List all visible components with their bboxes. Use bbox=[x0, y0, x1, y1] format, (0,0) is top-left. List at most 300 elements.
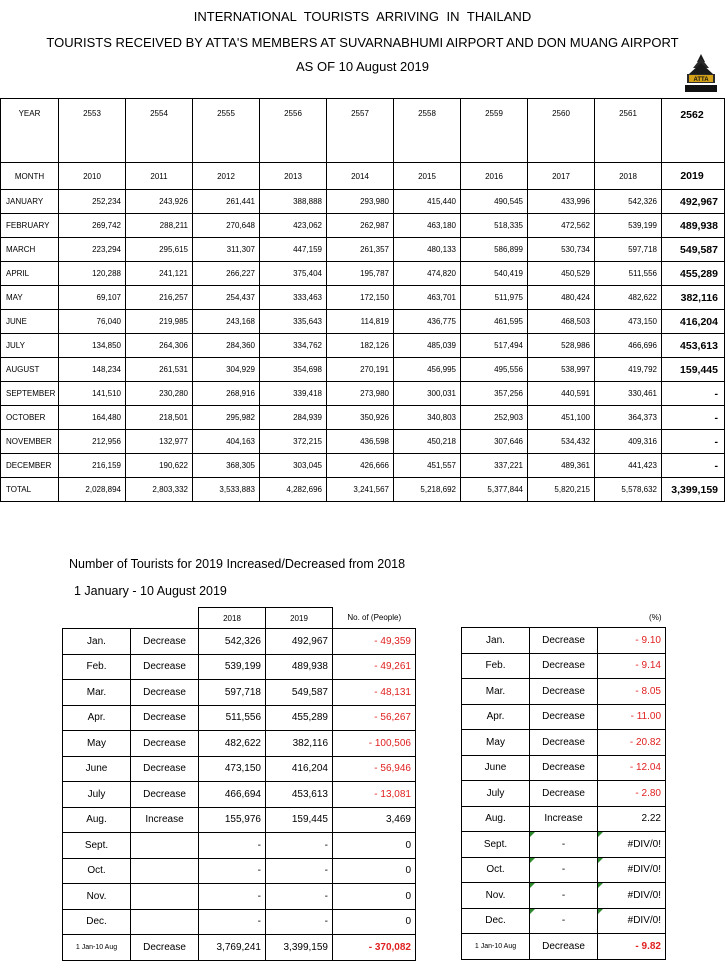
table-row bbox=[462, 832, 666, 858]
arrivals-value: 3,533,883 bbox=[193, 478, 260, 502]
col-people-header: No. of (People) bbox=[347, 613, 402, 623]
arrivals-value: 455,289 bbox=[662, 262, 725, 286]
year-th-cell: 2555 bbox=[193, 99, 260, 163]
arrivals-value: 489,938 bbox=[662, 214, 725, 238]
comparison-heading: Number of Tourists for 2019 Increased/Decreased from 2018 bbox=[69, 557, 406, 571]
change-status: Decrease bbox=[131, 680, 199, 706]
month-name: Feb. bbox=[63, 654, 131, 680]
percent-change: - 12.04 bbox=[598, 755, 666, 781]
arrivals-value: 230,280 bbox=[126, 382, 193, 406]
people-difference: - 13,081 bbox=[333, 782, 416, 808]
table-row bbox=[1, 454, 725, 478]
arrivals-value: 311,307 bbox=[193, 238, 260, 262]
comparison-percent-table bbox=[461, 607, 666, 960]
arrivals-value: 5,218,692 bbox=[394, 478, 461, 502]
arrivals-value: 264,306 bbox=[126, 334, 193, 358]
year-ad-cell: 2010 bbox=[59, 163, 126, 190]
arrivals-value: 492,967 bbox=[662, 190, 725, 214]
table-row bbox=[462, 908, 666, 934]
year-ad-cell: 2014 bbox=[327, 163, 394, 190]
value-2018: 482,622 bbox=[199, 731, 266, 757]
pct-status: Decrease bbox=[530, 730, 598, 756]
month-name: Sept. bbox=[63, 833, 131, 859]
percent-change: - 20.82 bbox=[598, 730, 666, 756]
table-row bbox=[462, 628, 666, 654]
arrivals-value: 269,742 bbox=[59, 214, 126, 238]
month-name: JULY bbox=[1, 334, 59, 358]
percent-change: - 9.10 bbox=[598, 628, 666, 654]
report-title: INTERNATIONAL TOURISTS ARRIVING IN THAILAND bbox=[193, 9, 532, 24]
arrivals-value: 270,191 bbox=[327, 358, 394, 382]
table-row bbox=[63, 680, 416, 706]
month-name: Oct. bbox=[462, 857, 530, 883]
table-row bbox=[1, 190, 725, 214]
arrivals-value: 252,903 bbox=[461, 406, 528, 430]
arrivals-value: 132,977 bbox=[126, 430, 193, 454]
value-2018: 473,150 bbox=[199, 756, 266, 782]
pct-status: Decrease bbox=[530, 755, 598, 781]
total-row bbox=[63, 935, 416, 961]
table-row bbox=[1, 310, 725, 334]
arrivals-value: 597,718 bbox=[595, 238, 662, 262]
value-2019: 159,445 bbox=[266, 807, 333, 833]
blank-cell bbox=[462, 607, 530, 628]
month-name: Nov. bbox=[63, 884, 131, 910]
comparison-period: 1 January - 10 August 2019 bbox=[74, 584, 227, 598]
arrivals-value: 375,404 bbox=[260, 262, 327, 286]
year-th-cell: 2558 bbox=[394, 99, 461, 163]
people-difference: - 48,131 bbox=[333, 680, 416, 706]
arrivals-value: 440,591 bbox=[528, 382, 595, 406]
change-status: Decrease bbox=[131, 782, 199, 808]
arrivals-value: 485,039 bbox=[394, 334, 461, 358]
arrivals-value: 337,221 bbox=[461, 454, 528, 478]
atta-logo-icon bbox=[681, 52, 721, 96]
arrivals-value: 241,121 bbox=[126, 262, 193, 286]
year-ad-cell: 2017 bbox=[528, 163, 595, 190]
month-name: Dec. bbox=[462, 908, 530, 934]
arrivals-value: 382,116 bbox=[662, 286, 725, 310]
value-2018: - bbox=[199, 858, 266, 884]
table-row bbox=[462, 679, 666, 705]
change-status bbox=[131, 858, 199, 884]
percent-change: - 2.80 bbox=[598, 781, 666, 807]
month-name: May bbox=[462, 730, 530, 756]
table-row bbox=[462, 857, 666, 883]
month-name: Jan. bbox=[63, 629, 131, 655]
people-difference: 0 bbox=[333, 884, 416, 910]
arrivals-value: 453,613 bbox=[662, 334, 725, 358]
people-difference: - 49,359 bbox=[333, 629, 416, 655]
arrivals-value: 307,646 bbox=[461, 430, 528, 454]
arrivals-value: 195,787 bbox=[327, 262, 394, 286]
year-ad-cell: 2013 bbox=[260, 163, 327, 190]
arrivals-value: 416,204 bbox=[662, 310, 725, 334]
arrivals-value: 436,775 bbox=[394, 310, 461, 334]
arrivals-value: 295,615 bbox=[126, 238, 193, 262]
table-row bbox=[462, 883, 666, 909]
arrivals-value: 3,241,567 bbox=[327, 478, 394, 502]
col-2018-header: 2018 bbox=[199, 608, 266, 629]
col-2019-header: 2019 bbox=[266, 608, 333, 629]
arrivals-value: 5,820,215 bbox=[528, 478, 595, 502]
arrivals-value: 5,377,844 bbox=[461, 478, 528, 502]
arrivals-value: 441,423 bbox=[595, 454, 662, 478]
total-2018: 3,769,241 bbox=[199, 935, 266, 961]
arrivals-value: 511,975 bbox=[461, 286, 528, 310]
arrivals-value: 354,698 bbox=[260, 358, 327, 382]
year-ad-cell: 2018 bbox=[595, 163, 662, 190]
arrivals-value: 450,218 bbox=[394, 430, 461, 454]
arrivals-value: 388,888 bbox=[260, 190, 327, 214]
arrivals-value: 2,803,332 bbox=[126, 478, 193, 502]
month-name: FEBRUARY bbox=[1, 214, 59, 238]
change-status: Decrease bbox=[131, 654, 199, 680]
arrivals-value: 495,556 bbox=[461, 358, 528, 382]
pct-status: - bbox=[530, 883, 598, 909]
table-row bbox=[462, 704, 666, 730]
table-row bbox=[63, 705, 416, 731]
year-th-cell: 2559 bbox=[461, 99, 528, 163]
arrivals-value: 468,503 bbox=[528, 310, 595, 334]
arrivals-value: 518,335 bbox=[461, 214, 528, 238]
table-row bbox=[63, 756, 416, 782]
comparison-people-table bbox=[62, 607, 416, 961]
total-status: Decrease bbox=[530, 934, 598, 960]
table-row bbox=[1, 286, 725, 310]
arrivals-value: 419,792 bbox=[595, 358, 662, 382]
table-row bbox=[63, 807, 416, 833]
table-row bbox=[1, 382, 725, 406]
arrivals-value: 456,995 bbox=[394, 358, 461, 382]
arrivals-value: 334,762 bbox=[260, 334, 327, 358]
arrivals-value: 490,545 bbox=[461, 190, 528, 214]
arrivals-value: 273,980 bbox=[327, 382, 394, 406]
table-row bbox=[462, 781, 666, 807]
month-name: Mar. bbox=[63, 680, 131, 706]
month-name: Mar. bbox=[462, 679, 530, 705]
arrivals-value: 190,622 bbox=[126, 454, 193, 478]
month-name: Dec. bbox=[63, 909, 131, 935]
arrivals-value: 534,432 bbox=[528, 430, 595, 454]
table-row bbox=[1, 478, 725, 502]
arrivals-value: 586,899 bbox=[461, 238, 528, 262]
total-percent: - 9.82 bbox=[598, 934, 666, 960]
arrivals-value: 148,234 bbox=[59, 358, 126, 382]
header-row-month bbox=[1, 163, 725, 190]
arrivals-value: 447,159 bbox=[260, 238, 327, 262]
total-row bbox=[462, 934, 666, 960]
table-row bbox=[63, 782, 416, 808]
value-2018: - bbox=[199, 833, 266, 859]
change-status bbox=[131, 833, 199, 859]
arrivals-value: 473,150 bbox=[595, 310, 662, 334]
arrivals-value: 182,126 bbox=[327, 334, 394, 358]
blank-cell bbox=[131, 608, 199, 629]
arrivals-value: 216,159 bbox=[59, 454, 126, 478]
month-name: Apr. bbox=[63, 705, 131, 731]
year-ad-cell: 2016 bbox=[461, 163, 528, 190]
arrivals-value: 261,441 bbox=[193, 190, 260, 214]
change-status bbox=[131, 909, 199, 935]
arrivals-value: 463,180 bbox=[394, 214, 461, 238]
value-2018: 539,199 bbox=[199, 654, 266, 680]
arrivals-value: 300,031 bbox=[394, 382, 461, 406]
arrivals-value: 333,463 bbox=[260, 286, 327, 310]
pct-status: Decrease bbox=[530, 653, 598, 679]
month-name: June bbox=[462, 755, 530, 781]
month-name: DECEMBER bbox=[1, 454, 59, 478]
total-label: 1 Jan-10 Aug bbox=[63, 935, 131, 961]
blank-cell bbox=[530, 607, 598, 628]
arrivals-value: 482,622 bbox=[595, 286, 662, 310]
year-ad-cell: 2011 bbox=[126, 163, 193, 190]
value-2018: 155,976 bbox=[199, 807, 266, 833]
arrivals-value: 538,997 bbox=[528, 358, 595, 382]
arrivals-value: 216,257 bbox=[126, 286, 193, 310]
arrivals-value: 223,294 bbox=[59, 238, 126, 262]
table-row bbox=[1, 238, 725, 262]
arrivals-value: 423,062 bbox=[260, 214, 327, 238]
arrivals-value: - bbox=[662, 430, 725, 454]
arrivals-value: 480,133 bbox=[394, 238, 461, 262]
people-difference: - 56,267 bbox=[333, 705, 416, 731]
arrivals-value: 426,666 bbox=[327, 454, 394, 478]
month-name: JUNE bbox=[1, 310, 59, 334]
table-row bbox=[63, 654, 416, 680]
arrivals-value: 472,562 bbox=[528, 214, 595, 238]
arrivals-value: 368,305 bbox=[193, 454, 260, 478]
arrivals-value: 542,326 bbox=[595, 190, 662, 214]
value-2019: - bbox=[266, 884, 333, 910]
arrivals-value: 3,399,159 bbox=[662, 478, 725, 502]
month-name: Sept. bbox=[462, 832, 530, 858]
arrivals-value: 120,288 bbox=[59, 262, 126, 286]
month-name: Jan. bbox=[462, 628, 530, 654]
arrivals-value: 212,956 bbox=[59, 430, 126, 454]
value-2018: 466,694 bbox=[199, 782, 266, 808]
arrivals-value: - bbox=[662, 454, 725, 478]
table-row bbox=[63, 833, 416, 859]
arrivals-value: 340,803 bbox=[394, 406, 461, 430]
arrivals-value: 451,557 bbox=[394, 454, 461, 478]
change-status: Decrease bbox=[131, 731, 199, 757]
table-row bbox=[1, 358, 725, 382]
percent-header-row bbox=[462, 607, 666, 628]
arrivals-value: 164,480 bbox=[59, 406, 126, 430]
month-name: AUGUST bbox=[1, 358, 59, 382]
arrivals-value: 295,982 bbox=[193, 406, 260, 430]
year-th-cell: 2553 bbox=[59, 99, 126, 163]
year-th-cell: 2562 bbox=[662, 99, 725, 163]
value-2019: 492,967 bbox=[266, 629, 333, 655]
year-th-cell: 2556 bbox=[260, 99, 327, 163]
percent-change: - 11.00 bbox=[598, 704, 666, 730]
table-row bbox=[1, 214, 725, 238]
arrivals-value: 261,531 bbox=[126, 358, 193, 382]
arrivals-value: 451,100 bbox=[528, 406, 595, 430]
table-row bbox=[462, 653, 666, 679]
arrivals-value: 243,168 bbox=[193, 310, 260, 334]
value-2018: 511,556 bbox=[199, 705, 266, 731]
arrivals-value: 69,107 bbox=[59, 286, 126, 310]
arrivals-value: 134,850 bbox=[59, 334, 126, 358]
arrivals-value: 270,648 bbox=[193, 214, 260, 238]
month-name: May bbox=[63, 731, 131, 757]
arrivals-value: 339,418 bbox=[260, 382, 327, 406]
value-2019: 549,587 bbox=[266, 680, 333, 706]
value-2019: 416,204 bbox=[266, 756, 333, 782]
percent-change: 2.22 bbox=[598, 806, 666, 832]
pct-status: Decrease bbox=[530, 704, 598, 730]
arrivals-value: 293,980 bbox=[327, 190, 394, 214]
pct-status: - bbox=[530, 832, 598, 858]
month-name: APRIL bbox=[1, 262, 59, 286]
arrivals-value: 5,578,632 bbox=[595, 478, 662, 502]
year-ad-cell: 2012 bbox=[193, 163, 260, 190]
change-status: Decrease bbox=[131, 705, 199, 731]
arrivals-value: 254,437 bbox=[193, 286, 260, 310]
table-row bbox=[63, 858, 416, 884]
blank-cell bbox=[63, 608, 131, 629]
arrivals-value: 335,643 bbox=[260, 310, 327, 334]
arrivals-value: 266,227 bbox=[193, 262, 260, 286]
arrivals-value: 288,211 bbox=[126, 214, 193, 238]
arrivals-value: - bbox=[662, 406, 725, 430]
arrivals-value: 219,985 bbox=[126, 310, 193, 334]
value-2019: 455,289 bbox=[266, 705, 333, 731]
pct-status: Decrease bbox=[530, 679, 598, 705]
year-ad-cell: 2019 bbox=[662, 163, 725, 190]
table-row bbox=[462, 806, 666, 832]
arrivals-value: 303,045 bbox=[260, 454, 327, 478]
arrivals-value: 159,445 bbox=[662, 358, 725, 382]
value-2019: 489,938 bbox=[266, 654, 333, 680]
month-label: MONTH bbox=[1, 163, 59, 190]
arrivals-value: 404,163 bbox=[193, 430, 260, 454]
arrivals-value: 466,696 bbox=[595, 334, 662, 358]
arrivals-value: 528,986 bbox=[528, 334, 595, 358]
people-difference: - 49,261 bbox=[333, 654, 416, 680]
month-name: Feb. bbox=[462, 653, 530, 679]
arrivals-value: 350,926 bbox=[327, 406, 394, 430]
people-difference: - 56,946 bbox=[333, 756, 416, 782]
change-status: Increase bbox=[131, 807, 199, 833]
table-row bbox=[63, 909, 416, 935]
value-2018: - bbox=[199, 909, 266, 935]
monthly-arrivals-table bbox=[0, 98, 725, 502]
arrivals-value: 409,316 bbox=[595, 430, 662, 454]
arrivals-value: 364,373 bbox=[595, 406, 662, 430]
arrivals-value: 4,282,696 bbox=[260, 478, 327, 502]
change-status bbox=[131, 884, 199, 910]
people-difference: 0 bbox=[333, 909, 416, 935]
month-name: JANUARY bbox=[1, 190, 59, 214]
arrivals-value: 489,361 bbox=[528, 454, 595, 478]
arrivals-value: 243,926 bbox=[126, 190, 193, 214]
month-name: TOTAL bbox=[1, 478, 59, 502]
header-row-year bbox=[1, 99, 725, 163]
table-row bbox=[1, 406, 725, 430]
arrivals-value: 540,419 bbox=[461, 262, 528, 286]
arrivals-value: 252,234 bbox=[59, 190, 126, 214]
table-row bbox=[63, 884, 416, 910]
percent-change: #DIV/0! bbox=[598, 883, 666, 909]
arrivals-value: 450,529 bbox=[528, 262, 595, 286]
month-name: Apr. bbox=[462, 704, 530, 730]
arrivals-value: 436,598 bbox=[327, 430, 394, 454]
pct-status: Decrease bbox=[530, 628, 598, 654]
year-th-cell: 2560 bbox=[528, 99, 595, 163]
table-row bbox=[1, 262, 725, 286]
percent-change: #DIV/0! bbox=[598, 908, 666, 934]
month-name: Nov. bbox=[462, 883, 530, 909]
value-2019: 382,116 bbox=[266, 731, 333, 757]
arrivals-value: 461,595 bbox=[461, 310, 528, 334]
arrivals-value: 330,461 bbox=[595, 382, 662, 406]
svg-text:ATTA: ATTA bbox=[693, 77, 709, 83]
arrivals-value: 539,199 bbox=[595, 214, 662, 238]
arrivals-value: 284,360 bbox=[193, 334, 260, 358]
table-row bbox=[1, 430, 725, 454]
arrivals-value: 357,256 bbox=[461, 382, 528, 406]
year-th-cell: 2561 bbox=[595, 99, 662, 163]
total-status: Decrease bbox=[131, 935, 199, 961]
month-name: Oct. bbox=[63, 858, 131, 884]
arrivals-value: 517,494 bbox=[461, 334, 528, 358]
arrivals-value: 372,215 bbox=[260, 430, 327, 454]
month-name: MARCH bbox=[1, 238, 59, 262]
change-status: Decrease bbox=[131, 629, 199, 655]
arrivals-value: - bbox=[662, 382, 725, 406]
month-name: Aug. bbox=[462, 806, 530, 832]
arrivals-value: 530,734 bbox=[528, 238, 595, 262]
value-2019: - bbox=[266, 833, 333, 859]
year-th-cell: 2554 bbox=[126, 99, 193, 163]
year-ad-cell: 2015 bbox=[394, 163, 461, 190]
pct-status: - bbox=[530, 857, 598, 883]
value-2019: - bbox=[266, 858, 333, 884]
total-2019: 3,399,159 bbox=[266, 935, 333, 961]
arrivals-value: 172,150 bbox=[327, 286, 394, 310]
people-difference: 3,469 bbox=[333, 807, 416, 833]
month-name: July bbox=[462, 781, 530, 807]
value-2019: 453,613 bbox=[266, 782, 333, 808]
people-difference: 0 bbox=[333, 833, 416, 859]
report-subtitle: TOURISTS RECEIVED BY ATTA'S MEMBERS AT SUVARNABHUMI AIRPORT AND DON MUANG AIRPORT bbox=[46, 35, 679, 50]
percent-change: #DIV/0! bbox=[598, 857, 666, 883]
month-name: NOVEMBER bbox=[1, 430, 59, 454]
col-pct-header: (%) bbox=[649, 612, 662, 622]
arrivals-value: 549,587 bbox=[662, 238, 725, 262]
arrivals-value: 262,987 bbox=[327, 214, 394, 238]
month-name: Aug. bbox=[63, 807, 131, 833]
arrivals-value: 114,819 bbox=[327, 310, 394, 334]
arrivals-value: 480,424 bbox=[528, 286, 595, 310]
value-2018: 597,718 bbox=[199, 680, 266, 706]
change-status: Decrease bbox=[131, 756, 199, 782]
percent-change: - 8.05 bbox=[598, 679, 666, 705]
total-difference: - 370,082 bbox=[333, 935, 416, 961]
arrivals-value: 511,556 bbox=[595, 262, 662, 286]
year-th-cell: 2557 bbox=[327, 99, 394, 163]
arrivals-value: 218,501 bbox=[126, 406, 193, 430]
percent-change: #DIV/0! bbox=[598, 832, 666, 858]
table-row bbox=[63, 731, 416, 757]
arrivals-value: 76,040 bbox=[59, 310, 126, 334]
arrivals-value: 284,939 bbox=[260, 406, 327, 430]
arrivals-value: 463,701 bbox=[394, 286, 461, 310]
